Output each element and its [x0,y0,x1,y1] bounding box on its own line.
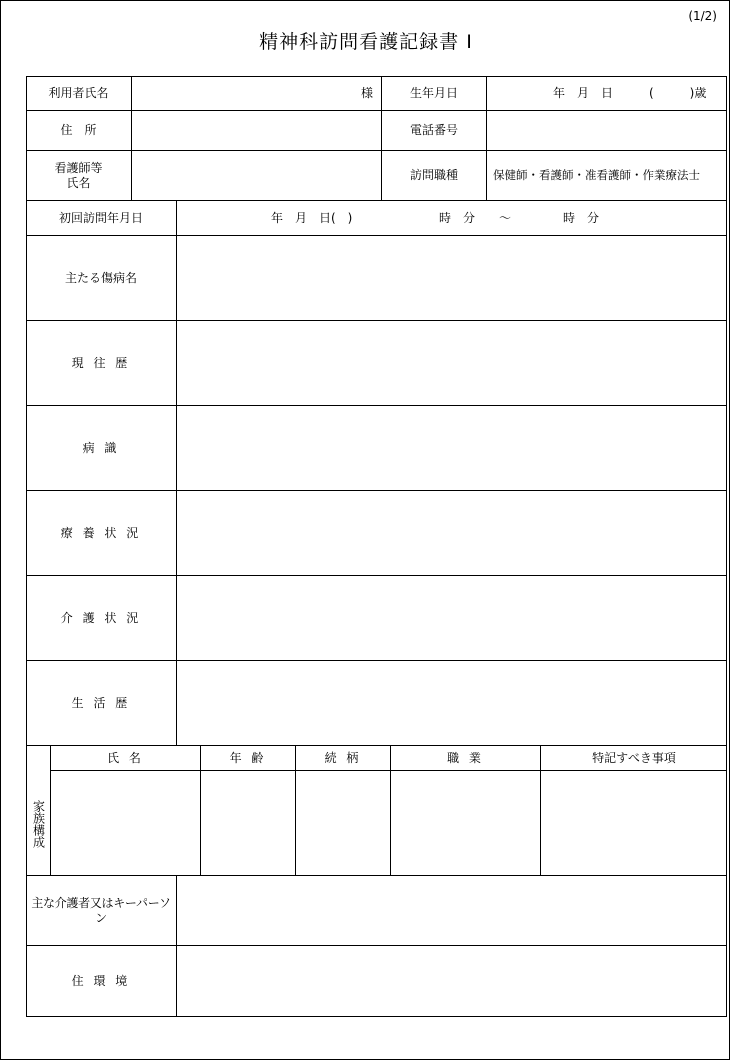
nurse-name-label-line1: 看護師等 [54,160,103,175]
family-occupation-field[interactable] [391,771,541,876]
caregiver-field[interactable] [177,876,727,946]
first-visit-end-time: 時 分 [563,210,600,225]
family-relationship-field[interactable] [296,771,391,876]
caregiver-label: 主な介護者又はキーパーソン [26,876,177,946]
section-label-nursing-care-status: 介 護 状 況 [26,576,177,661]
birth-date-value: 年 月 日 [553,85,614,100]
visit-role-label: 訪問職種 [382,151,487,201]
first-visit-label: 初回訪問年月日 [26,201,177,236]
section-field-nursing-care-status[interactable] [177,576,727,661]
phone-label: 電話番号 [382,111,487,151]
age-value: ( )歳 [649,85,707,100]
page-title: 精神科訪問看護記録書 Ⅰ [259,31,473,53]
section-label-care-status: 療 養 状 況 [26,491,177,576]
family-col-occupation: 職 業 [391,746,541,771]
first-visit-date: 年 月 日( ) [271,210,353,225]
living-environment-label: 住 環 境 [26,946,177,1017]
family-age-field[interactable] [201,771,296,876]
visit-role-options[interactable]: 保健師・看護師・准看護師・作業療法士 [487,151,727,201]
nursing-record-form [26,76,727,1017]
family-notes-field[interactable] [541,771,727,876]
first-visit-tilde: ～ [499,210,512,225]
family-col-notes: 特記すべき事項 [541,746,727,771]
family-side-label [26,746,51,876]
birth-date-field[interactable] [487,76,727,111]
nurse-name-label-line2: 氏名 [66,175,91,190]
nurse-name-label [26,151,132,201]
section-label-medical-history: 現 往 歴 [26,321,177,406]
user-name-field[interactable] [132,76,382,111]
section-field-disease-awareness[interactable] [177,406,727,491]
address-label: 住 所 [26,111,132,151]
user-name-label: 利用者氏名 [26,76,132,111]
nurse-name-field[interactable] [132,151,382,201]
section-field-diagnosis[interactable] [177,236,727,321]
family-col-age: 年 齢 [201,746,296,771]
family-side-label-text: 家族構成 [31,799,46,848]
section-field-life-history[interactable] [177,661,727,746]
user-name-suffix: 様 [360,85,373,100]
section-field-medical-history[interactable] [177,321,727,406]
section-field-care-status[interactable] [177,491,727,576]
birth-date-label: 生年月日 [382,76,487,111]
family-col-relationship: 続 柄 [296,746,391,771]
family-name-field[interactable] [51,771,201,876]
first-visit-field[interactable] [177,201,727,236]
first-visit-start-time: 時 分 [439,210,476,225]
section-label-disease-awareness: 病 識 [26,406,177,491]
section-label-life-history: 生 活 歴 [26,661,177,746]
address-field[interactable] [132,111,382,151]
page-number: (1/2) [688,9,717,23]
phone-field[interactable] [487,111,727,151]
section-label-diagnosis: 主たる傷病名 [26,236,177,321]
living-environment-field[interactable] [177,946,727,1017]
family-col-name: 氏 名 [51,746,201,771]
